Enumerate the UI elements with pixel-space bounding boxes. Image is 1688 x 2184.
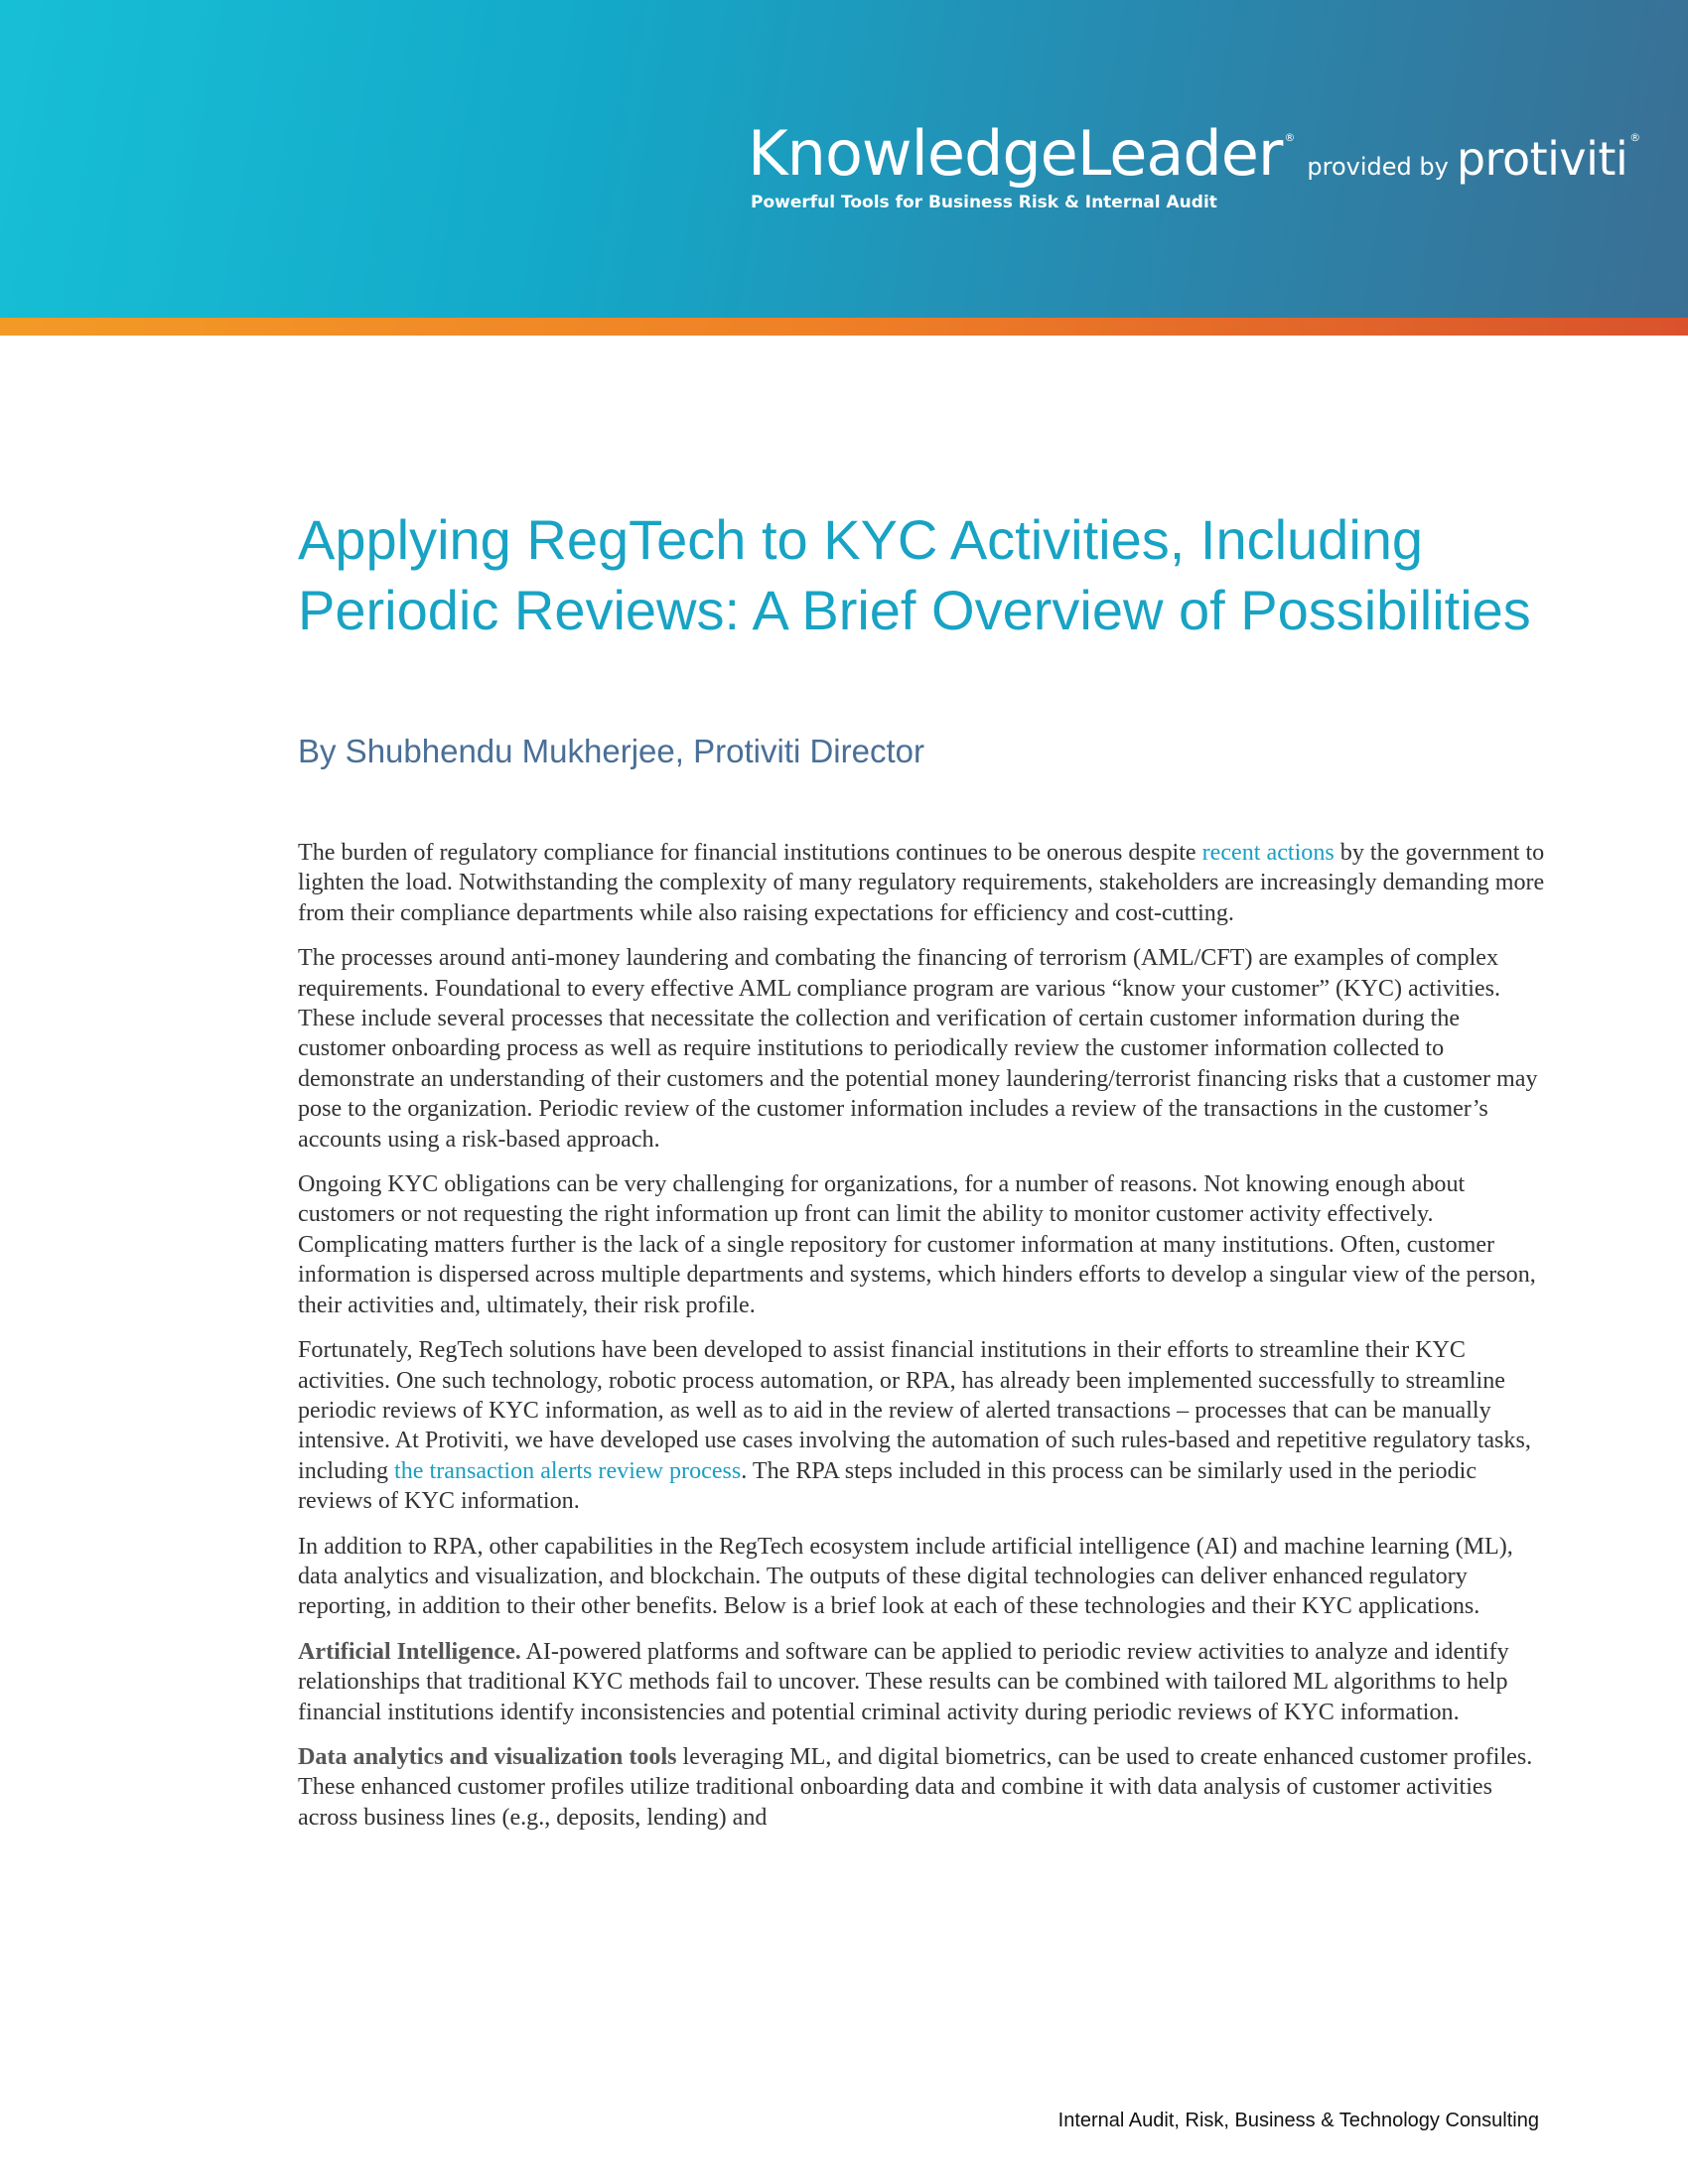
paragraph-ai: Artificial Intelligence. AI-powered platforms and software can be applied to periodic review activities to analyze and identify relationships that traditional KYC methods fail to uncover. These results can be combined with tailored ML algorithms to help financial institutions identify inconsistencies and potential criminal activity during periodic reviews of KYC information.: [298, 1638, 1509, 1725]
ai-lead: Artificial Intelligence.: [298, 1638, 521, 1665]
brand-name: KnowledgeLeader: [748, 117, 1283, 190]
article-byline: By Shubhendu Mukherjee, Protiviti Director: [298, 733, 924, 769]
data-analytics-lead: Data analytics and visualization tools: [298, 1743, 677, 1770]
paragraph-3: Ongoing KYC obligations can be very challenging for organizations, for a number of reasons. Not knowing enough about customers or not requesting the right information up front can limit the ability to monitor customer activity effectively. Complicating matters further is the lack of a single repository for customer information at many institutions. Often, customer information is dispersed across multiple departments and systems, which hinders efforts to develop a singular view of the person, their activities and, ultimately, their risk profile.: [298, 1171, 1536, 1318]
article-title: Applying RegTech to KYC Activities, Including Periodic Reviews: A Brief Overview of Possibilities: [298, 508, 1531, 641]
article-body: [298, 838, 1545, 1847]
paragraph-4: Fortunately, RegTech solutions have been developed to assist financial institutions in their efforts to streamline their KYC activities. One such technology, robotic process automation, or RPA, has already been implemented successfully to streamline periodic reviews of KYC information, as well as to aid in the review of alerted transactions – processes that can be manually intensive. At Protiviti, we have developed use cases involving the automation of such rules-based and repetitive regulatory tasks, including the transaction alerts review process. The RPA steps included in this process can be similarly used in the periodic reviews of KYC information.: [298, 1337, 1531, 1515]
header-accent-stripe: [0, 318, 1688, 336]
brand-registered-mark: ®: [1284, 131, 1296, 144]
brand-logo: [748, 117, 1640, 190]
brand-tagline: Powerful Tools for Business Risk & Internal Audit: [751, 193, 1217, 212]
company-name: protiviti: [1456, 132, 1628, 186]
provided-by-label: provided by: [1307, 153, 1449, 181]
transaction-alerts-link[interactable]: the transaction alerts review process: [394, 1457, 742, 1484]
paragraph-5: In addition to RPA, other capabilities in the RegTech ecosystem include artificial intelligence (AI) and machine learning (ML), data analytics and visualization, and blockchain. The outputs of these digital technologies can deliver enhanced regulatory reporting, in addition to their other benefits. Below is a brief look at each of these technologies and their KYC applications.: [298, 1533, 1513, 1620]
recent-actions-link[interactable]: recent actions: [1201, 840, 1335, 866]
company-registered-mark: ®: [1629, 131, 1641, 144]
paragraph-2: The processes around anti-money laundering and combating the financing of terrorism (AML/CFT) are examples of complex requirements. Foundational to every effective AML compliance program are various “know your customer” (KYC) activities. These include several processes that necessitate the collection and verification of certain customer information during the customer onboarding process as well as require institutions to periodically review the customer information collected to demonstrate an understanding of their customers and the potential money laundering/terrorist financing risks that a customer may pose to the organization. Periodic review of the customer information includes a review of the transactions in the customer’s accounts using a risk-based approach.: [298, 945, 1538, 1153]
page-footer: Internal Audit, Risk, Business & Technology Consulting: [1057, 2110, 1539, 2131]
paragraph-data-analytics: Data analytics and visualization tools leveraging ML, and digital biometrics, can be used to create enhanced customer profiles. These enhanced customer profiles utilize traditional onboarding data and combine it with data analysis of customer activities across business lines (e.g., deposits, lending) and: [298, 1743, 1533, 1831]
paragraph-1: The burden of regulatory compliance for financial institutions continues to be onerous despite recent actions by the government to lighten the load. Notwithstanding the complexity of many regulatory requirements, stakeholders are increasingly demanding more from their compliance departments while also raising expectations for efficiency and cost-cutting.: [298, 840, 1545, 926]
